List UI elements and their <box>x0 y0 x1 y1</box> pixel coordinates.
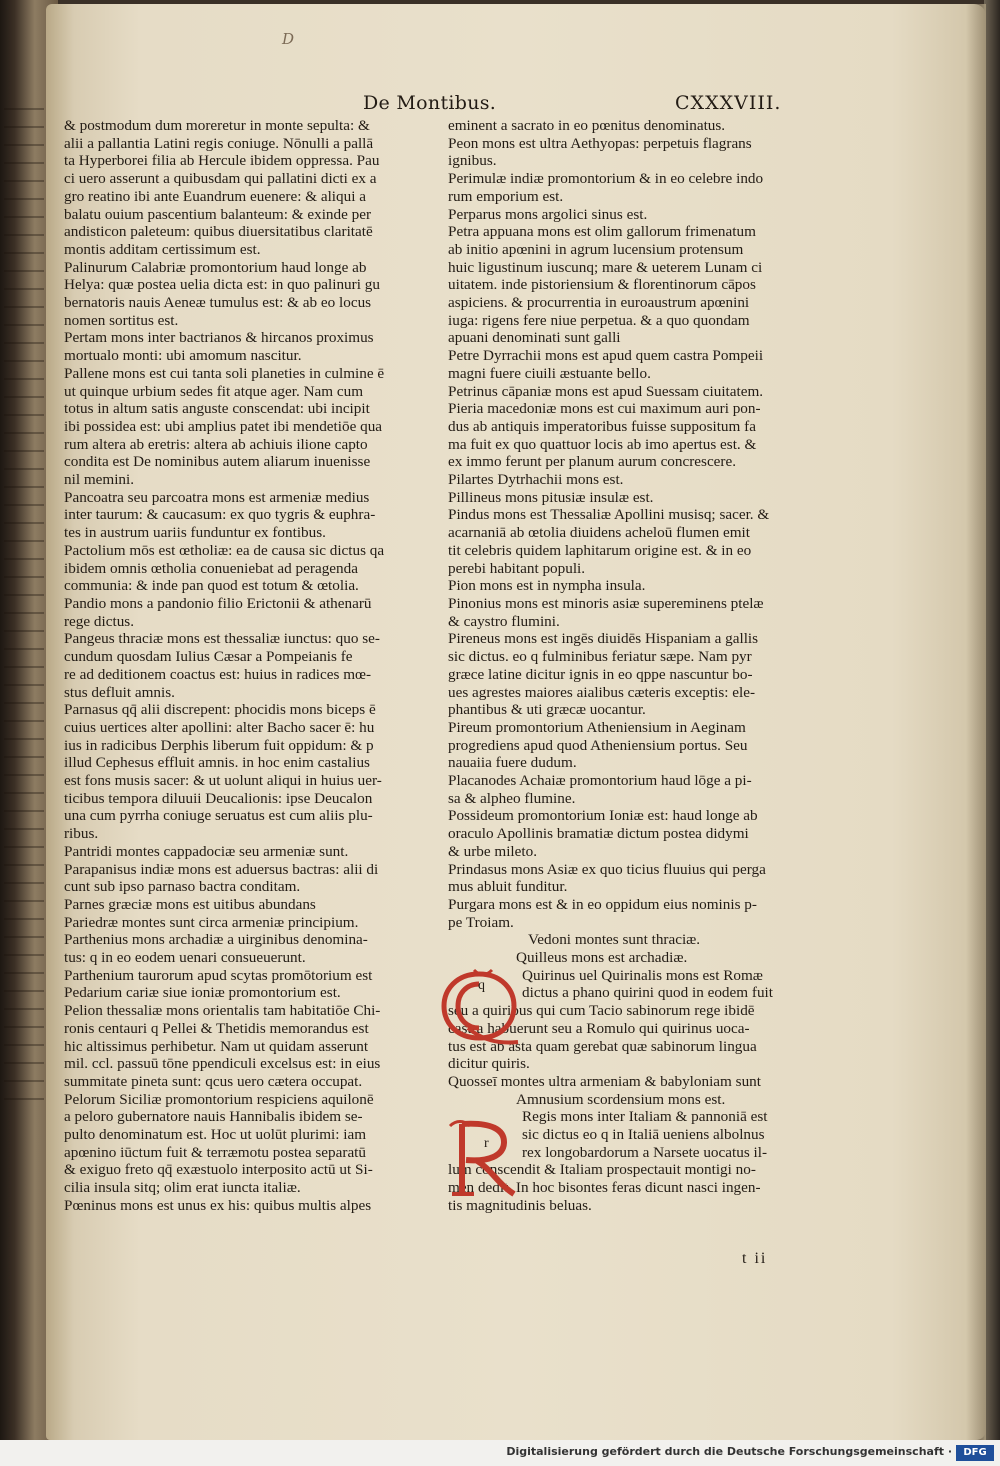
left-column-line: ticibus tempora diluuii Deucalionis: ipse Deucalon <box>64 789 373 807</box>
left-column-line: Pelion thessaliæ mons orientalis tam habitatiōe Chi- <box>64 1002 381 1020</box>
r-section-line: lum conscendit & Italiam prospectauit montigi no- <box>448 1161 756 1179</box>
right-column-line: Petre Dyrrachii mons est apud quem castra Pompeii <box>448 347 764 365</box>
red-initial-r <box>440 1116 522 1198</box>
q-section-line: castra habuerunt seu a Romulo qui quirinus uoca- <box>448 1019 750 1037</box>
initial-guide-letter-r: r <box>484 1136 489 1151</box>
right-column-line: Purgara mons est & in eo oppidum eius nominis p- <box>448 895 757 913</box>
left-column-line: ibidem omnis œtholia conueniebat ad peragenda <box>64 559 358 577</box>
left-column-line: Parnasus qq̄ alii discrepent: phocidis mons biceps ē <box>64 701 376 719</box>
page-edge <box>984 0 1000 1440</box>
right-column-line: perebi habitant populi. <box>448 559 586 577</box>
right-column-line: oraculo Apollinis bramatiæ dictum postea didymi <box>448 825 749 843</box>
right-column-line: ex immo ferunt per planum aurum concrescere. <box>448 453 737 471</box>
left-column <box>64 117 436 1215</box>
left-column-line: a peloro gubernatore nauis Hannibalis ibidem se- <box>64 1108 363 1126</box>
left-column-line: Pactolium mōs est œtholiæ: ea de causa sic dictus qa <box>64 541 385 559</box>
left-column-line: bernatoris nauis Aeneæ tumulus est: & ab eo locus <box>64 294 372 312</box>
q-section-line: seu a quiribus qui cum Tacio sabinorum rege ibidē <box>448 1002 755 1020</box>
left-column-line: condita est De nominibus autem aliarum inuenisse <box>64 453 371 471</box>
footer-bar <box>0 1440 1000 1466</box>
right-column-line: Peon mons est ultra Aethyopas: perpetuis flagrans <box>448 134 752 152</box>
left-column-line: mortualo monti: ubi amomum nascitur. <box>64 347 302 365</box>
left-column-line: Palinurum Calabriæ promontorium haud longe ab <box>64 258 367 276</box>
right-column-line: Pireum promontorium Atheniensium in Aeginam <box>448 718 746 736</box>
left-column-line: rege dictus. <box>64 612 135 630</box>
left-column-line: una cum pyrrha coniuge seruatus est cum aliis plu- <box>64 807 373 825</box>
r-section-line: Regis mons inter Italiam & pannoniā est <box>522 1108 768 1126</box>
right-column-line: Prindasus mons Asiæ ex quo ticius fluuius qui perga <box>448 860 766 878</box>
right-column-line: mus abluit funditur. <box>448 878 568 896</box>
right-column-line: Petra appuana mons est olim gallorum frimenatum <box>448 223 756 241</box>
left-column-line: ronis centauri q Pellei & Thetidis memorandus est <box>64 1019 369 1037</box>
left-column-line: nil memini. <box>64 471 135 489</box>
right-column-line: Pilartes Dytrhachii mons est. <box>448 471 624 489</box>
right-column-line: magni fuere ciuili æstuante bello. <box>448 364 651 382</box>
left-column-line: Pantridi montes cappadociæ seu armeniæ sunt. <box>64 842 349 860</box>
right-column-line: & urbe mileto. <box>448 842 537 860</box>
left-column-line: montis additam certissimum est. <box>64 240 261 258</box>
left-column-line: balatu ouium pascentium balanteum: & exinde per <box>64 205 372 223</box>
right-column-line: huic ligustinum iuscunq; mare & ueterem Lunam ci <box>448 258 763 276</box>
left-column-line: ribus. <box>64 825 99 843</box>
right-column-line: Perimulæ indiæ promontorium & in eo celebre indo <box>448 170 764 188</box>
left-column-line: mil. ccl. passuū tōne ppendiculi excelsus est: in eius <box>64 1055 381 1073</box>
left-column-line: Pariedræ montes sunt circa armeniæ principium. <box>64 913 359 931</box>
running-head: De Montibus. <box>363 92 497 114</box>
right-column-line: ab initio apœnini in agrum lucensium protensum <box>448 240 744 258</box>
left-column-line: rum altera ab eretris: altera ab achiuis ilione capto <box>64 435 368 453</box>
initial-guide-letter-q: q <box>478 978 485 993</box>
right-column-line: ma fuit ex quo quattuor locis ab imo apertus est. & <box>448 435 757 453</box>
left-column-line: est fons musis sacer: & ut uolunt aliqui in huius uer- <box>64 772 382 790</box>
q-section-line: Quosseī montes ultra armeniam & babyloniam sunt <box>448 1072 761 1090</box>
left-column-line: re ad deditionem coactus est: huius in radices mœ- <box>64 665 372 683</box>
right-column-line: ues agrestes maiores aialibus cæteris exceptis: ele- <box>448 683 756 701</box>
right-column-line: iuga: rigens fere niue perpetua. & a quo quondam <box>448 311 750 329</box>
right-column-line: græce latine dicitur ignis in eo qppe nascuntur bo- <box>448 665 753 683</box>
right-column-line: Possideum promontorium Ioniæ est: haud longe ab <box>448 807 758 825</box>
left-column-line: & exiguo freto qq̄ exæstuolo interposito actū ut Si- <box>64 1161 373 1179</box>
right-column-line: & caystro flumini. <box>448 612 560 630</box>
left-column-line: cilia insula sitq; olim erat iuncta italiæ. <box>64 1179 301 1197</box>
right-column-line: Pion mons est in nympha insula. <box>448 577 646 595</box>
q-section-line: Vedoni montes sunt thraciæ. <box>528 931 701 949</box>
left-column-line: stus defluit amnis. <box>64 683 175 701</box>
left-column-line: Pancoatra seu parcoatra mons est armeniæ medius <box>64 488 370 506</box>
right-column-line: pe Troiam. <box>448 913 514 931</box>
left-column-line: Pedarium cariæ siue ioniæ promontorium est. <box>64 984 341 1002</box>
left-column-line: tes in austrum uariis funduntur ex fontibus. <box>64 524 326 542</box>
dfg-logo[interactable]: DFG <box>956 1445 994 1461</box>
r-section-line: Amnusium scordensium mons est. <box>516 1090 726 1108</box>
left-column-line: Pallene mons est cui tanta soli planeties in culmine ē <box>64 364 385 382</box>
right-column-line: progrediens apud quod Atheniensium portus. Seu <box>448 736 748 754</box>
left-column-line: cuius uertices alter apollini: alter Bacho sacer ē: hu <box>64 718 375 736</box>
right-column-line: ignibus. <box>448 152 497 170</box>
left-column-line: Helya: quæ postea uelia dicta est: in quo palinuri gu <box>64 276 380 294</box>
left-column-line: Parapanisus indiæ mons est aduersus bactras: alii di <box>64 860 379 878</box>
left-column-line: cundum quosdam Iulius Cæsar a Pompeianis fe <box>64 648 353 666</box>
right-column <box>448 117 795 1215</box>
left-column-line: hic altissimus perhibetur. Nam ut quidam asserunt <box>64 1037 369 1055</box>
left-column-line: Parthenius mons archadiæ a uirginibus denomina- <box>64 931 368 949</box>
right-column-line: dus ab antiquis imperatoribus fuisse suppositum fa <box>448 417 756 435</box>
folio-number: CXXXVIII. <box>675 92 782 114</box>
left-column-line: apœnino iūctum fuit & terræmotu postea separatū <box>64 1143 366 1161</box>
left-column-line: Pangeus thraciæ mons est thessaliæ iunctus: quo se- <box>64 630 380 648</box>
right-column-line: Pillineus mons pitusiæ insulæ est. <box>448 488 654 506</box>
right-column-line: Perparus mons argolici sinus est. <box>448 205 648 223</box>
margin-note: D <box>282 30 295 48</box>
q-section-line: dicitur quiris. <box>448 1055 530 1073</box>
right-column-line: Petrinus cāpaniæ mons est apud Suessam ciuitatem. <box>448 382 764 400</box>
funding-credit: Digitalisierung gefördert durch die Deutsche Forschungsgemeinschaft · <box>506 1445 952 1458</box>
left-column-line: nomen sortitus est. <box>64 311 179 329</box>
left-column-line: tus: q in eo eodem uenari consueuerunt. <box>64 949 306 967</box>
right-column-line: Pinonius mons est minoris asiæ supereminens ptelæ <box>448 594 764 612</box>
signature-mark: t ii <box>742 1250 768 1267</box>
left-column-line: illud Cephesus effluit amnis. in hoc enim castalius <box>64 754 370 772</box>
left-column-line: ci uero asserunt a quibusdam qui pallatini dicti ex a <box>64 170 377 188</box>
right-column-line: apuani denominati sunt galli <box>448 329 621 347</box>
left-column-line: ta Hyperborei filia ab Hercule ibidem oppressa. Pau <box>64 152 380 170</box>
left-column-line: communia: & inde pan quod est totum & œtolia. <box>64 577 359 595</box>
left-column-line: gro reatino ibi ante Euandrum euenere: & aliqui a <box>64 187 366 205</box>
left-column-line: Pandio mons a pandonio filio Erictonii & athenarū <box>64 594 372 612</box>
right-column-line: sa & alpheo flumine. <box>448 789 576 807</box>
left-column-line: Pelorum Siciliæ promontorium respiciens aquilonē <box>64 1090 374 1108</box>
left-column-line: Pertam mons inter bactrianos & hircanos proximus <box>64 329 374 347</box>
r-section-line: sic dictus eo q in Italiā ueniens albolnus <box>522 1126 765 1144</box>
right-column-line: rum emporium est. <box>448 187 564 205</box>
left-column-line: Pœninus mons est unus ex his: quibus multis alpes <box>64 1196 372 1214</box>
left-column-line: Parnes græciæ mons est uitibus abundans <box>64 895 316 913</box>
right-column-line: sic dictus. eo q fulminibus feriatur sæpe. Nam pyr <box>448 648 752 666</box>
q-section-line: tus est ab asta quam gerebat quæ sabinorum lingua <box>448 1037 757 1055</box>
r-section-line: rex longobardorum a Narsete uocatus il- <box>522 1143 768 1161</box>
right-column-line: Pieria macedoniæ mons est cui maximum auri pon- <box>448 400 761 418</box>
left-column-line: totus in altum satis anguste conscendat: ubi incipit <box>64 400 370 418</box>
left-column-line: alii a pallantia Latini regis coniuge. Nōnulli a pallā <box>64 134 374 152</box>
left-column-line: ius in radicibus Derphis liberum fuit oppidum: & p <box>64 736 374 754</box>
left-column-line: inter taurum: & caucasum: ex quo tygris & euphra- <box>64 506 376 524</box>
right-column-line: Placanodes Achaiæ promontorium haud lōge a pi- <box>448 772 752 790</box>
left-column-line: andisticon paleteum: quibus diuersitatibus claritatē <box>64 223 373 241</box>
right-column-line: tit celebris quidem laphitarum origine est. & in eo <box>448 541 752 559</box>
left-column-line: summitate pineta sunt: qcus uero cætera occupat. <box>64 1072 363 1090</box>
left-column-line: pulto denominatum est. Hoc ut uolūt plurimi: iam <box>64 1126 367 1144</box>
right-column-line: phantibus & uti græcæ uocantur. <box>448 701 646 719</box>
left-column-line: ut quinque urbium sedes fit atque ager. Nam cum <box>64 382 364 400</box>
right-column-line: nauaiia fuere dudum. <box>448 754 577 772</box>
right-column-line: Pindus mons est Thessaliæ Apollini musisq; sacer. & <box>448 506 770 524</box>
right-column-line: acarnaniā ab œtolia diuidens acheloū flumen emit <box>448 524 750 542</box>
right-column-line: aspiciens. & procurrentia in euroaustrum apœnini <box>448 294 750 312</box>
left-column-line: ibi possidea est: ubi amplius patet ibi mendetiōe qua <box>64 417 383 435</box>
left-column-line: cunt sub ipso parnaso bactra conditam. <box>64 878 301 896</box>
q-section-line: Quilleus mons est archadiæ. <box>516 949 688 967</box>
q-section-line: dictus a phano quirini quod in eodem fuit <box>522 984 773 1002</box>
r-section-line: tis magnitudinis beluas. <box>448 1196 592 1214</box>
r-section-line: men dedit. In hoc bisontes feras dicunt nasci ingen- <box>448 1179 761 1197</box>
left-column-line: & postmodum dum moreretur in monte sepulta: & <box>64 117 370 134</box>
q-section-line: Quirinus uel Quirinalis mons est Romæ <box>522 966 763 984</box>
left-column-line: Parthenium taurorum apud scytas promōtorium est <box>64 966 373 984</box>
right-column-line: uitatem. inde pistoriensium & florentinorum cāpos <box>448 276 756 294</box>
right-column-line: Pireneus mons est ingēs diuidēs Hispaniam a gallis <box>448 630 759 648</box>
right-column-line: eminent a sacrato in eo pœnitus denominatus. <box>448 117 726 134</box>
